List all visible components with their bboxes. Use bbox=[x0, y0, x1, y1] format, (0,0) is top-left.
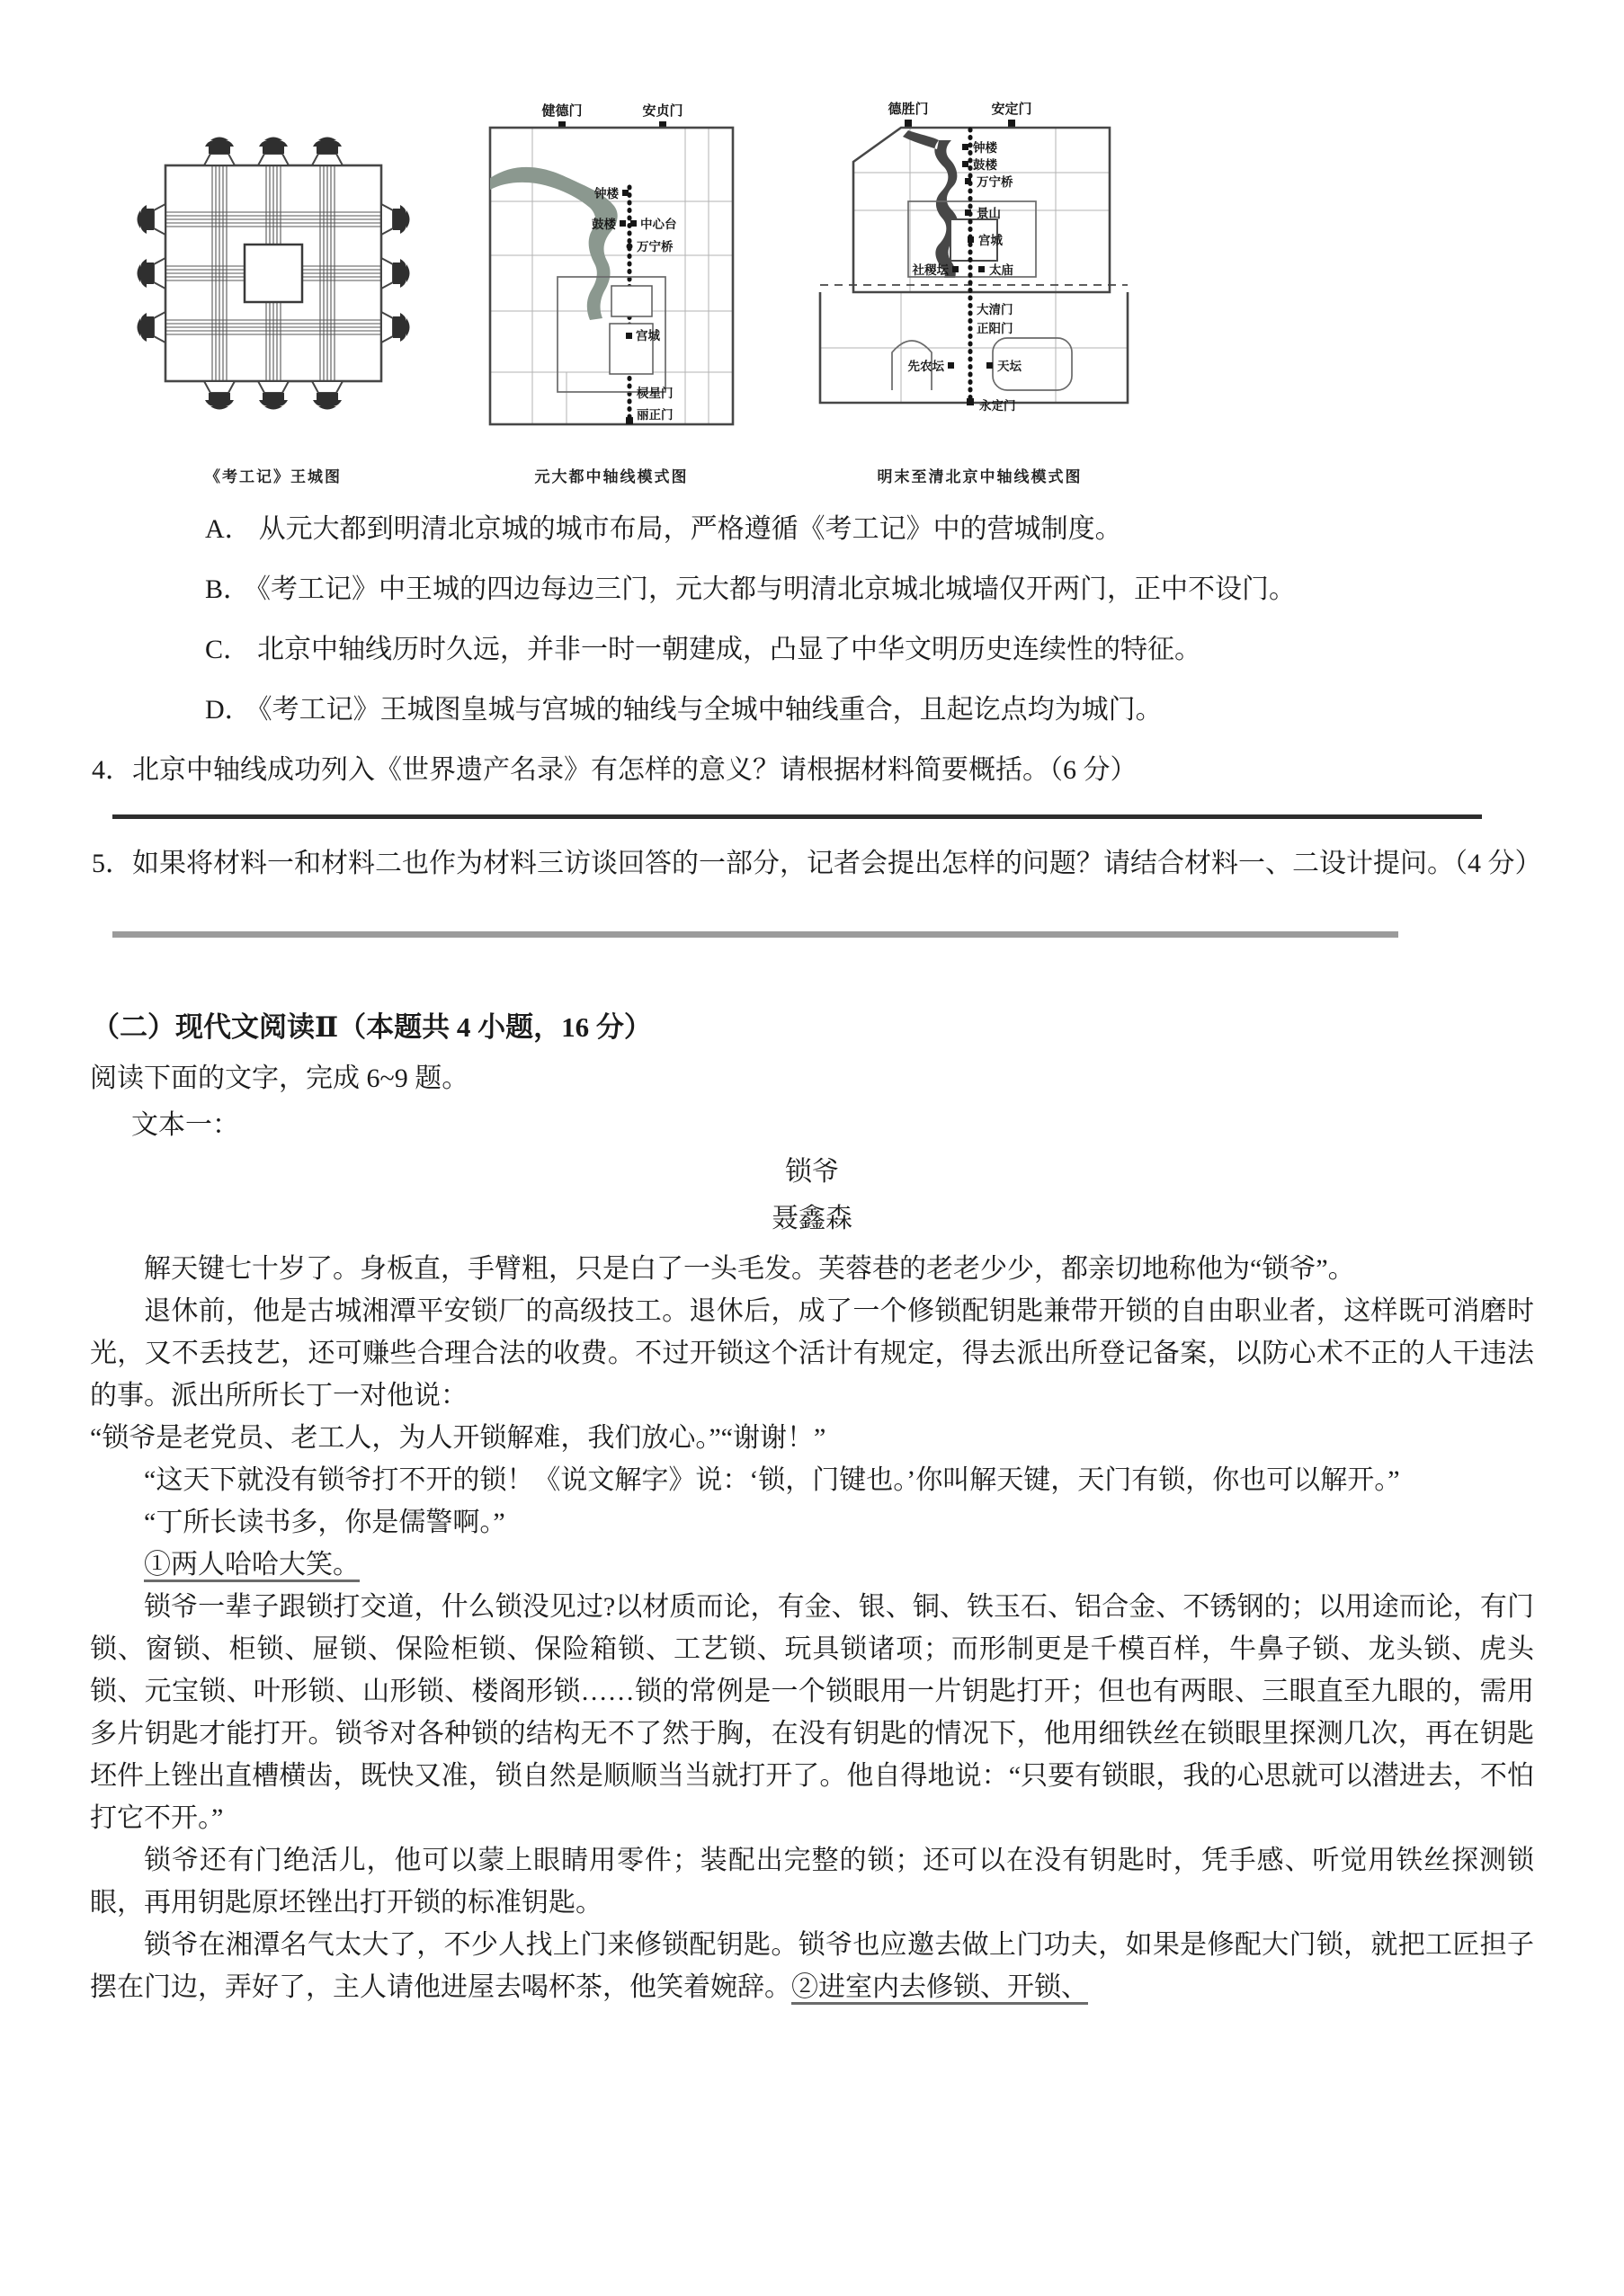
story-paragraph-9 bbox=[90, 1924, 1534, 2008]
ming-qing-map bbox=[802, 101, 1157, 460]
figure-ming-qing-beijing bbox=[802, 101, 1157, 486]
option-c-text: 北京中轴线历时久远，并非一时一朝建成，凸显了中华文明历史连续性的特征。 bbox=[257, 635, 1202, 664]
map-label-gulou: 鼓楼 bbox=[973, 158, 997, 172]
story-paragraph-1: 解天键七十岁了。身板直，手臂粗，只是白了一头毛发。芙蓉巷的老老少少，都亲切地称他为“锁爷”。 bbox=[144, 1254, 1355, 1284]
kaogongji-map bbox=[103, 101, 444, 460]
section-header: （二）现代文阅读Ⅱ（本题共 4 小题，16 分） bbox=[92, 1011, 652, 1043]
option-b bbox=[205, 574, 1534, 606]
reading-instruction: 阅读下面的文字，完成 6~9 题。 bbox=[90, 1063, 469, 1093]
figure-kaogongji-plan bbox=[103, 101, 444, 486]
map-label-wanningqiao: 万宁桥 bbox=[977, 175, 1013, 189]
story-paragraph-8: 锁爷还有门绝活儿，他可以蒙上眼睛用零件；装配出完整的锁；还可以在没有钥匙时，凭手感、听觉用铁丝探测锁眼，再用钥匙原坯锉出打开锁的标准钥匙。 bbox=[90, 1846, 1534, 1918]
map-label-jiandemen: 健德门 bbox=[541, 104, 583, 119]
map-label-zhengyangmen: 正阳门 bbox=[977, 322, 1013, 335]
question-5: 5．如果将材料一和材料二也作为材料三访谈回答的一部分，记者会提出怎样的问题？请结合材料一、二设计提问。（4 分） bbox=[92, 849, 1542, 878]
underlined-sentence-2: ②进室内去修锁、开锁、 bbox=[791, 1972, 1088, 2002]
story-paragraph-4: “这天下就没有锁爷打不开的锁！《说文解字》说：‘锁，门键也。’你叫解天键，天门有锁，你也可以解开。” bbox=[144, 1465, 1400, 1495]
story-paragraph-7: 锁爷一辈子跟锁打交道，什么锁没见过?以材质而论，有金、银、铜、铁玉石、铝合金、不锈钢的；以用途而论，有门锁、窗锁、柜锁、屉锁、保险柜锁、保险箱锁、工艺锁、玩具锁诸项；而形制更是千模百样，牛鼻子锁、龙头锁、虎头锁、元宝锁、叶形锁、山形锁、楼阁形锁……锁的常例是一个锁眼用一片钥匙打开；但也有两眼、三眼直至九眼的，需用多片钥匙才能打开。锁爷对各种锁的结构无不了然于胸，在没有钥匙的情况下，他用细铁丝在锁眼里探测几次，再在钥匙坯件上锉出直槽横齿，既快又准，锁自然是顺顺当当就打开了。他自得地说：“只要有锁眼，我的心思就可以潜进去，不怕打它不开。” bbox=[90, 1592, 1534, 1833]
palace-block bbox=[245, 245, 302, 302]
story-paragraph-9-text: 锁爷在湘潭名气太大了，不少人找上门来修锁配钥匙。锁爷也应邀去做上门功夫，如果是修配大门锁，就把工匠担子摆在门边，弄好了，主人请他进屋去喝杯茶，他笑着婉辞。 bbox=[90, 1930, 1534, 2002]
story-paragraph-6 bbox=[90, 1544, 1534, 1586]
figure-yuan-dadu bbox=[477, 101, 746, 486]
figure1-caption: 《考工记》王城图 bbox=[205, 468, 342, 485]
story-title: 锁爷 bbox=[785, 1157, 839, 1187]
question-4: 4．北京中轴线成功列入《世界遗产名录》有怎样的意义？请根据材料简要概括。（6 分） bbox=[92, 755, 1138, 785]
option-c bbox=[205, 634, 1534, 666]
divider-gray bbox=[112, 931, 1398, 938]
map-label-yongdingmen: 永定门 bbox=[979, 399, 1016, 413]
option-b-label: B． bbox=[205, 574, 251, 604]
question3-options bbox=[205, 513, 1534, 726]
map-label-shejitan: 社稷坛 bbox=[912, 263, 949, 277]
map-label-lizhengmen: 丽正门 bbox=[637, 408, 674, 422]
option-a-label: A． bbox=[205, 514, 252, 544]
map-label-wanningqiao: 万宁桥 bbox=[637, 240, 674, 254]
underlined-sentence-1: ①两人哈哈大笑。 bbox=[144, 1550, 360, 1580]
option-a bbox=[205, 513, 1534, 546]
map-label-daqingmen: 大清门 bbox=[977, 303, 1013, 316]
map-label-tiantan: 天坛 bbox=[997, 360, 1022, 373]
map-label-deshengmen: 德胜门 bbox=[888, 102, 929, 117]
story-paragraph-3: “锁爷是老党员、老工人，为人开锁解难，我们放心。”“谢谢！” bbox=[90, 1423, 826, 1453]
option-c-label: C． bbox=[205, 635, 251, 664]
story-paragraph-5: “丁所长读书多，你是儒警啊。” bbox=[144, 1508, 505, 1537]
map-label-anzhenmen: 安贞门 bbox=[642, 104, 683, 119]
map-label-gongcheng: 宫城 bbox=[978, 234, 1003, 247]
option-d-label: D． bbox=[205, 695, 252, 725]
map-label-andingmen: 安定门 bbox=[991, 102, 1032, 117]
map-label-jingshan: 景山 bbox=[977, 207, 1001, 220]
map-label-lingxingmen: 棂星门 bbox=[637, 387, 674, 400]
map-label-gongcheng: 宫城 bbox=[636, 329, 660, 343]
option-d-text: 《考工记》王城图皇城与宫城的轴线与全城中轴线重合，且起讫点均为城门。 bbox=[258, 695, 1163, 725]
option-d bbox=[205, 694, 1534, 726]
map-label-xiannongtan: 先农坛 bbox=[907, 360, 944, 373]
map-label-zhongxintai: 中心台 bbox=[640, 218, 677, 231]
story-author: 聂鑫森 bbox=[772, 1204, 852, 1233]
option-a-text: 从元大都到明清北京城的城市布局，严格遵循《考工记》中的营城制度。 bbox=[258, 514, 1122, 544]
map-label-gulou: 鼓楼 bbox=[592, 218, 616, 231]
figure2-caption: 元大都中轴线模式图 bbox=[534, 468, 689, 485]
option-b-text: 《考工记》中王城的四边每边三门，元大都与明清北京城北城墙仅开两门，正中不设门。 bbox=[257, 574, 1297, 604]
divider-dark bbox=[112, 814, 1482, 819]
figure3-caption: 明末至清北京中轴线模式图 bbox=[877, 468, 1083, 485]
figures-row bbox=[103, 101, 1534, 486]
map-label-zhonglou: 钟楼 bbox=[594, 187, 619, 200]
story-paragraph-2: 退休前，他是古城湘潭平安锁厂的高级技工。退休后，成了一个修锁配钥匙兼带开锁的自由职业者，这样既可消磨时光，又不丢技艺，还可赚些合理合法的收费。不过开锁这个活计有规定，得去派出所登记备案，以防心术不正的人干违法的事。派出所所长丁一对他说： bbox=[90, 1296, 1534, 1411]
yuan-dadu-map bbox=[477, 101, 746, 460]
map-label-taimiao: 太庙 bbox=[989, 263, 1013, 277]
text-one-label: 文本一： bbox=[131, 1110, 239, 1140]
map-label-zhonglou: 钟楼 bbox=[973, 141, 997, 155]
